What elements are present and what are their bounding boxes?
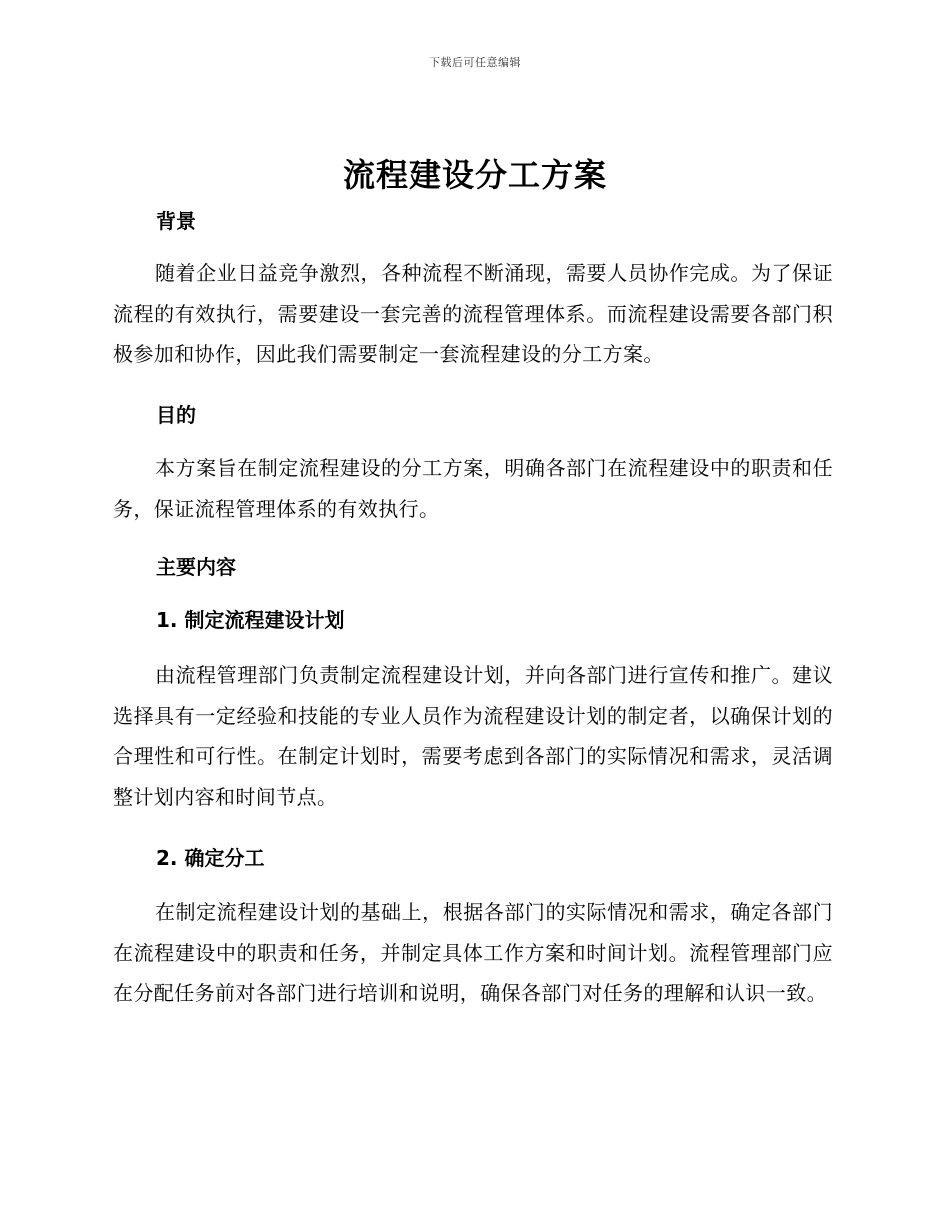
section-heading-background: 背景 (156, 209, 196, 233)
section-heading-main: 主要内容 (156, 555, 236, 579)
paragraph-purpose: 本方案旨在制定流程建设的分工方案，明确各部门在流程建设中的职责和任务，保证流程管理体系的有效执行。 (113, 456, 833, 521)
section-heading-item2: 2. 确定分工 (156, 846, 265, 870)
paragraph-item2: 在制定流程建设计划的基础上，根据各部门的实际情况和需求，确定各部门在流程建设中的职责和任务，并制定具体工作方案和时间计划。流程管理部门应在分配任务前对各部门进行培训和说明，确保各部门对任务的理解和认识一致。 (113, 900, 833, 1005)
paragraph-background: 随着企业日益竞争激烈，各种流程不断涌现，需要人员协作完成。为了保证流程的有效执行，需要建设一套完善的流程管理体系。而流程建设需要各部门积极参加和协作，因此我们需要制定一套流程建设的分工方案。 (113, 261, 833, 366)
section-heading-item1: 1. 制定流程建设计划 (156, 608, 345, 632)
page-title: 流程建设分工方案 (342, 156, 607, 194)
section-heading-purpose: 目的 (156, 403, 196, 427)
header-note: 下载后可任意编辑 (429, 56, 521, 69)
paragraph-item1: 由流程管理部门负责制定流程建设计划，并向各部门进行宣传和推广。建议选择具有一定经验和技能的专业人员作为流程建设计划的制定者，以确保计划的合理性和可行性。在制定计划时，需要考虑到各部门的实际情况和需求，灵活调整计划内容和时间节点。 (113, 663, 833, 809)
